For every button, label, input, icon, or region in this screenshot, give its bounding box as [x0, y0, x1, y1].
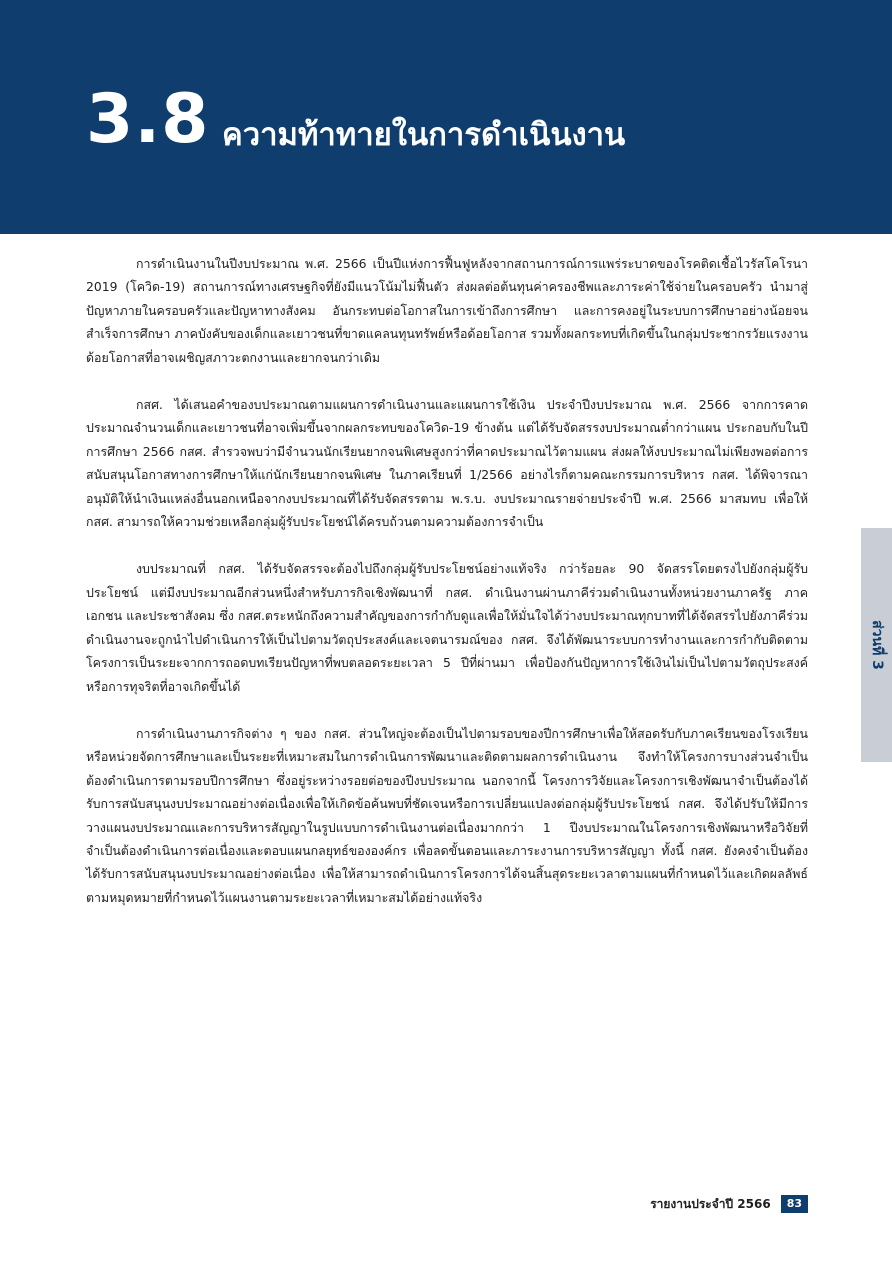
- paragraph: การดำเนินงานภารกิจต่าง ๆ ของ กสศ. ส่วนใหญ่จะต้องเป็นไปตามรอบของปีการศึกษาเพื่อให้สอดรับกับภาคเรียนของโรงเรียนหรือหน่วยจัดการศึกษาและเป็นระยะที่เหมาะสมในการดำเนินการพัฒนาและติดตามผลการดำเนินงาน จึงทำให้โครงการบางส่วนจำเป็นต้องดำเนินการตามรอบปีการศึกษา ซึ่งอยู่ระหว่างรอยต่อของปีงบประมาณ นอกจากนี้ โครงการวิจัยและโครงการเชิงพัฒนาจำเป็นต้องได้รับการสนับสนุนงบประมาณอย่างต่อเนื่องเพื่อให้เกิดข้อค้นพบที่ชัดเจนหรือการเปลี่ยนแปลงต่อกลุ่มผู้รับประโยชน์ กสศ. จึงได้ปรับให้มีการวางแผนงบประมาณและการบริหารสัญญาในรูปแบบการดำเนินงานต่อเนื่องมากกว่า 1 ปีงบประมาณในโครงการเชิงพัฒนาหรือวิจัยที่จำเป็นต้องดำเนินการต่อเนื่องและตอบแผนกลยุทธ์ขององค์กร เพื่อลดขั้นตอนและภาระงานการบริหารสัญญา ทั้งนี้ กสศ. ยังคงจำเป็นต้องได้รับการสนับสนุนงบประมาณอย่างต่อเนื่อง เพื่อให้สามารถดำเนินการโครงการได้จนสิ้นสุดระยะเวลาตามแผนที่กำหนดไว้และเกิดผลลัพธ์ตามหมุดหมายที่กำหนดไว้แผนงานตามระยะเวลาที่เหมาะสมได้อย่างแท้จริง: [86, 725, 808, 905]
- report-label: รายงานประจำปี 2566: [650, 1196, 771, 1211]
- paragraph: การดำเนินงานในปีงบประมาณ พ.ศ. 2566 เป็นปีแห่งการฟื้นฟูหลังจากสถานการณ์การแพร่ระบาดของโรคติดเชื้อไวรัสโคโรนา 2019 (โควิด-19) สถานการณ์ทางเศรษฐกิจที่ยังมีแนวโน้มไม่ฟื้นตัว ส่งผลต่อต้นทุนค่าครองชีพและภาระค่าใช้จ่ายในครอบครัว นำมาสู่ปัญหาภายในครอบครัวและปัญหาทางสังคม อันกระทบต่อโอกาสในการเข้าถึงการศึกษา และการคงอยู่ในระบบการศึกษาอย่างน้อยจนสำเร็จการศึกษา ภาคบังคับของเด็กและเยาวชนที่ขาดแคลนทุนทรัพย์หรือด้อยโอกาส รวมทั้งผลกระทบที่เกิดขึ้นในกลุ่มประชากรวัยแรงงานด้อยโอกาสที่อาจเผชิญสภาวะตกงานและยากจนกว่าเดิม: [86, 256, 808, 365]
- paragraph: งบประมาณที่ กสศ. ได้รับจัดสรรจะต้องไปถึงกลุ่มผู้รับประโยชน์อย่างแท้จริง กว่าร้อยละ 90 จัดสรรโดยตรงไปยังกลุ่มผู้รับประโยชน์ แต่มีงบประมาณอีกส่วนหนึ่งสำหรับภารกิจเชิงพัฒนาที่ กสศ. ดำเนินงานผ่านภาคีร่วมดำเนินงานทั้งหน่วยงานภาครัฐ ภาคเอกชน และประชาสังคม ซึ่ง กสศ.ตระหนักถึงความสำคัญของการกำกับดูแลเพื่อให้มั่นใจได้ว่างบประมาณทุกบาทที่ได้จัดสรรไปยังภาคีร่วมดำเนินงานจะถูกนำไปดำเนินการให้เป็นไปตามวัตถุประสงค์และเจตนารมณ์ของ กสศ. จึงได้พัฒนาระบบการทำงานและการกำกับติดตามโครงการเป็นระยะจากการถอดบทเรียนปัญหาที่พบตลอดระยะเวลา 5 ปีที่ผ่านมา เพื่อป้องกันปัญหาการใช้เงินไม่เป็นไปตามวัตถุประสงค์หรือการทุจริตที่อาจเกิดขึ้นได้: [86, 561, 808, 694]
- body-text: [86, 252, 808, 933]
- side-tab-label: ส่วนที่ 3: [868, 620, 885, 670]
- side-section-tab: [861, 528, 892, 762]
- paragraph: กสศ. ได้เสนอคำของบประมาณตามแผนการดำเนินงานและแผนการใช้เงิน ประจำปีงบประมาณ พ.ศ. 2566 จากการคาดประมาณจำนวนเด็กและเยาวชนที่อาจเพิ่มขึ้นจากผลกระทบของโควิด-19 ข้างต้น แต่ได้รับจัดสรรงบประมาณต่ำกว่าแผน ประกอบกับในปีการศึกษา 2566 กสศ. สำรวจพบว่ามีจำนวนนักเรียนยากจนพิเศษสูงกว่าที่คาดประมาณไว้ตามแผน ส่งผลให้งบประมาณไม่เพียงพอต่อการสนับสนุนโอกาสทางการศึกษาให้แก่นักเรียนยากจนพิเศษ ในภาคเรียนที่ 1/2566 อย่างไรก็ตามคณะกรรมการบริหาร กสศ. ได้พิจารณาอนุมัติให้นำเงินแหล่งอื่นนอกเหนือจากงบประมาณที่ได้รับจัดสรรตาม พ.ร.บ. งบประมาณรายจ่ายประจำปี พ.ศ. 2566 มาสมทบ เพื่อให้ กสศ. สามารถให้ความช่วยเหลือกลุ่มผู้รับประโยชน์ได้ครบถ้วนตามความต้องการจำเป็น: [86, 397, 808, 530]
- page-header-banner: [0, 0, 892, 234]
- page-footer: [650, 1195, 808, 1213]
- section-number: 3.8: [86, 80, 210, 159]
- page-number: 83: [781, 1195, 808, 1213]
- section-title: ความท้าทายในการดำเนินงาน: [222, 117, 626, 153]
